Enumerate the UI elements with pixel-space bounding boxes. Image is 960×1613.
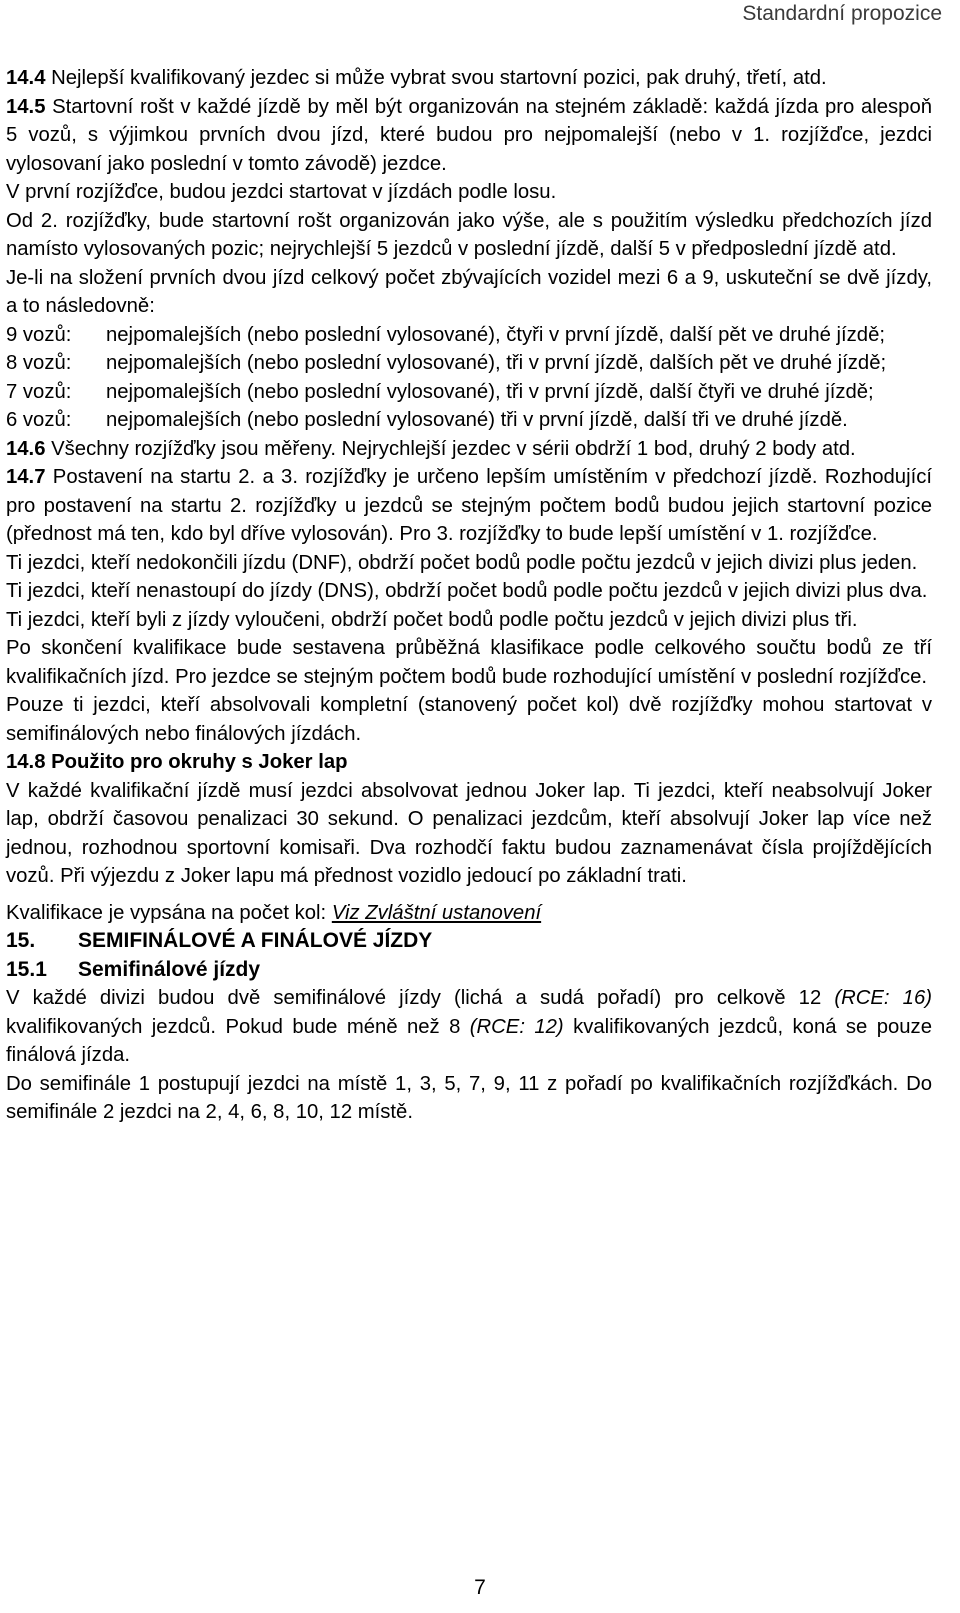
- paragraph-dns: Ti jezdci, kteří nenastoupí do jízdy (DNS), obdrží počet bodů podle počtu jezdců v jejich divizi plus dva.: [6, 580, 928, 602]
- text-run: kvalifikovaných jezdců, koná se pouze finálová jízda.: [6, 1015, 932, 1066]
- paragraph-text: Startovní rošt v každé jízdě by měl být organizován na stejném základě: každá jízda pro alespoň 5 vozů, s výjimkou prvních dvou jízd, které budou pro nejpomalejší (nebo v 1. rozjížďce, jezdci vylosovaní jako poslední v tomto závodě) jezdce.: [6, 95, 932, 175]
- list-label: 8 vozů:: [6, 352, 72, 374]
- paragraph-first-heat: V první rozjížďce, budou jezdci startovat v jízdách podle losu.: [6, 181, 557, 203]
- text-run: V každé divizi budou dvě semifinálové jízdy (lichá a sudá pořadí) pro celkově 12: [6, 987, 835, 1009]
- list-item: [6, 349, 932, 378]
- paragraph-complete-heats: Pouze ti jezdci, kteří absolvovali kompletní (stanovený počet kol) dvě rozjížďky mohou startovat v semifinálových nebo finálových jízdách.: [6, 694, 932, 745]
- paragraph-14-4: [6, 64, 932, 93]
- paragraph-joker-lap: V každé kvalifikační jízdě musí jezdci absolvovat jednou Joker lap. Ti jezdci, kteří neabsolvují Joker lap, obdrží časovou penalizaci 30 sekund. O penalizaci jezdcům, kteří absolvují Joker lap více než jednou, rozhodnou sportovní komisaři. Dva rozhodčí faktu budou zaznamenávat čísla projíždějících vozů. Při výjezdu z Joker lapu má přednost vozidlo jedoucí po základní trati.: [6, 779, 932, 887]
- section-title: SEMIFINÁLOVÉ A FINÁLOVÉ JÍZDY: [78, 929, 433, 952]
- section-number: 14.6: [6, 437, 46, 460]
- document-body: [6, 64, 932, 1127]
- text-run: kvalifikovaných jezdců. Pokud bude méně než 8: [6, 1015, 470, 1038]
- page-header: Standardní propozice: [742, 2, 942, 25]
- paragraph-if-total: Je-li na složení prvních dvou jízd celkový počet zbývajících vozidel mezi 6 a 9, uskuteční se dvě jízdy, a to následovně:: [6, 266, 932, 317]
- paragraph-text: Postavení na startu 2. a 3. rozjížďky je určeno lepším umístěním v předchozí jízdě. Rozhodující pro postavení na startu 2. rozjížďky u jezdců se stejným počtem bodů budou jejich startovní pozice (přednost má ten, kdo byl dříve vylosován). Pro 3. rozjížďky to bude lepší umístění v 1. rozjížďce.: [6, 466, 932, 545]
- list-item: [6, 378, 932, 407]
- list-text: nejpomalejších (nebo poslední vylosované), čtyři v první jízdě, další pět ve druhé jízdě;: [106, 323, 885, 346]
- heading-14-8: 14.8 Použito pro okruhy s Joker lap: [6, 751, 348, 773]
- section-number: 14.7: [6, 466, 46, 488]
- paragraph-dnf: Ti jezdci, kteří nedokončili jízdu (DNF), obdrží počet bodů podle počtu jezdců v jejich divizi plus jeden.: [6, 551, 918, 574]
- paragraph-from-second-heat: Od 2. rozjížďky, bude startovní rošt organizován jako výše, ale s použitím výsledku předchozích jízd namísto vylosovaných pozic; nejrychlejší 5 jezdců v poslední jízdě, další 5 v předposlední jízdě atd.: [6, 209, 932, 260]
- paragraph-14-5: [6, 93, 932, 179]
- paragraph-qualification-laps: [6, 899, 932, 928]
- section-number: 15.: [6, 929, 36, 952]
- heading-section-15-1: [6, 956, 932, 985]
- paragraph-text: Nejlepší kvalifikovaný jezdec si může vybrat svou startovní pozici, pak druhý, třetí, atd.: [45, 67, 827, 89]
- rce-note: (RCE: 16): [834, 987, 932, 1009]
- list-text: nejpomalejších (nebo poslední vylosované), tři v první jízdě, dalších pět ve druhé jízdě;: [106, 352, 887, 374]
- list-label: 9 vozů:: [6, 323, 72, 346]
- paragraph-classification: Po skončení kvalifikace bude sestavena průběžná klasifikace podle celkového součtu bodů ze tří kvalifikačních jízd. Pro jezdce se stejným počtem bodů bude rozhodující umístění v poslední rozjížďce.: [6, 637, 932, 688]
- paragraph-14-6: [6, 435, 932, 464]
- section-number: 15.1: [6, 957, 47, 981]
- list-label: 7 vozů:: [6, 380, 72, 403]
- paragraph-semifinal-advance: Do semifinále 1 postupují jezdci na místě 1, 3, 5, 7, 9, 11 z pořadí po kvalifikačních rozjížďkách. Do semifinále 2 jezdci na 2, 4, 6, 8, 10, 12 místě.: [6, 1072, 932, 1123]
- section-number: 14.4: [6, 67, 46, 89]
- special-provisions-reference: Viz Zvláštní ustanovení: [331, 901, 542, 924]
- paragraph-semifinals: [6, 984, 932, 1070]
- section-number: 14.5: [6, 95, 46, 118]
- qualification-text: Kvalifikace je vypsána na počet kol:: [6, 901, 332, 924]
- paragraph-excluded: Ti jezdci, kteří byli z jízdy vyloučeni, obdrží počet bodů podle počtu jezdců v jejich divizi plus tři.: [6, 608, 858, 631]
- list-label: 6 vozů:: [6, 409, 72, 431]
- page-number: 7: [474, 1576, 486, 1599]
- list-item: [6, 406, 932, 435]
- paragraph-14-7: [6, 463, 932, 549]
- rce-note: (RCE: 12): [469, 1015, 564, 1038]
- paragraph-text: Všechny rozjížďky jsou měřeny. Nejrychlejší jezdec v sérii obdrží 1 bod, druhý 2 body atd.: [45, 437, 856, 460]
- heading-section-15: [6, 927, 932, 956]
- list-text: nejpomalejších (nebo poslední vylosované), tři v první jízdě, další čtyři ve druhé jízdě;: [106, 380, 874, 403]
- list-text: nejpomalejších (nebo poslední vylosované) tři v první jízdě, další tři ve druhé jízdě.: [106, 409, 848, 431]
- spacer: [6, 891, 932, 899]
- list-item: [6, 321, 932, 350]
- section-title: Semifinálové jízdy: [78, 957, 261, 981]
